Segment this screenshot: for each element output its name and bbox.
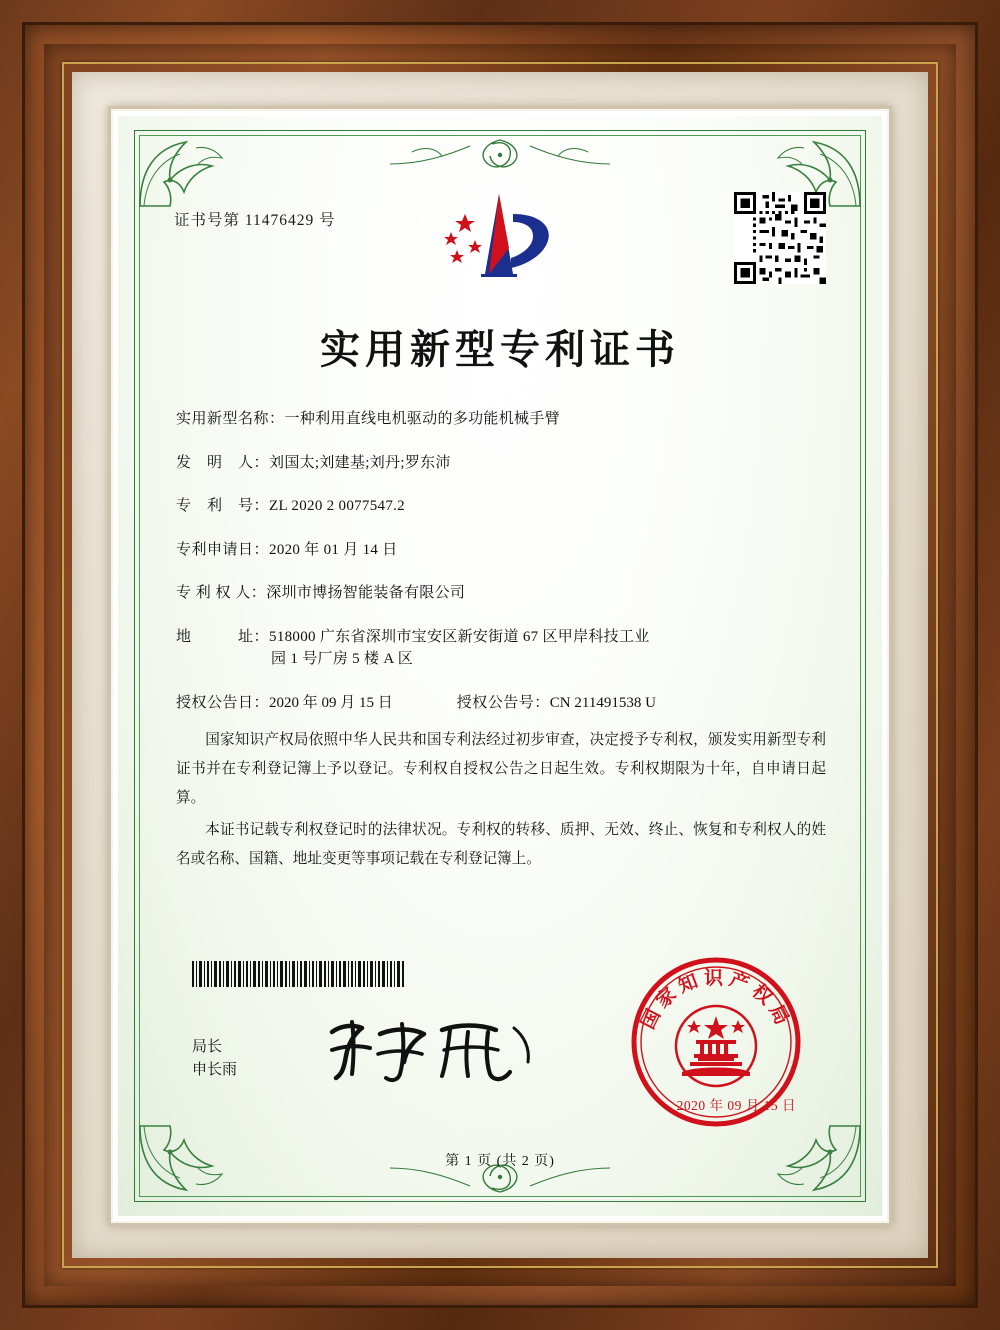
barcode: [192, 961, 406, 987]
field-row-utility-model-name: [176, 408, 830, 431]
field-row-inventors: [176, 452, 830, 475]
field-row-application-date: [176, 539, 830, 562]
director-name: 申长雨: [192, 1062, 238, 1079]
handwritten-signature: [318, 1014, 548, 1084]
legal-text: [176, 726, 826, 876]
ornament-corner-top-left: [136, 132, 232, 210]
patent-certificate: [118, 116, 882, 1216]
field-row-patentee: [176, 582, 830, 605]
field-row-grant-announcement: [176, 692, 830, 715]
signature-block: [192, 1036, 237, 1083]
field-value-line2: 园 1 号厂房 5 楼 A 区: [271, 651, 414, 667]
grant-number-group: [457, 692, 656, 715]
field-value-group: [269, 626, 830, 671]
director-role-label: 局长: [192, 1039, 223, 1055]
field-label: 专 利 号：: [176, 498, 270, 514]
grant-date-value: 2020 年 09 月 15 日: [269, 694, 393, 711]
field-label: 专利申请日：: [176, 541, 270, 558]
certificate-number: 证书号第 11476429 号: [174, 212, 336, 229]
field-value: 深圳市博扬智能装备有限公司: [266, 585, 466, 601]
seal-date: 2020 年 09 月 15 日: [676, 1098, 796, 1113]
page-title: 实用新型专利证书: [320, 327, 680, 372]
field-row-address: [176, 626, 830, 671]
grant-date-label: 授权公告日：: [176, 694, 270, 711]
field-label: 实用新型名称：: [176, 411, 285, 427]
field-value: 刘国太;刘建基;刘丹;罗东沛: [269, 454, 451, 471]
legal-paragraph-1: 国家知识产权局依照中华人民共和国专利法经过初步审查，决定授予专利权，颁发实用新型专利证书并在专利登记簿上予以登记。专利权自授权公告之日起生效。专利权期限为十年，自申请日起算。: [176, 732, 826, 807]
field-list: [176, 408, 830, 735]
field-row-patent-number: [176, 495, 830, 518]
ornament-top-center: [350, 134, 650, 174]
field-value: 一种利用直线电机驱动的多功能机械手臂: [284, 411, 560, 427]
field-label: 专 利 权 人：: [176, 585, 267, 601]
legal-paragraph-2: 本证书记载专利权登记时的法律状况。专利权的转移、质押、无效、终止、恢复和专利权人的姓名或名称、国籍、地址变更等事项记载在专利登记簿上。: [176, 821, 826, 867]
field-value: 2020 年 01 月 14 日: [269, 541, 398, 558]
field-value: ZL 2020 2 0077547.2: [269, 498, 405, 514]
qr-code: [734, 192, 826, 284]
cnipa-logo-icon: [425, 188, 575, 284]
page-footer: 第 1 页 (共 2 页): [445, 1154, 555, 1169]
field-value-line1: 518000 广东省深圳市宝安区新安街道 67 区甲岸科技工业: [269, 628, 650, 645]
grant-number-value: CN 211491538 U: [549, 694, 656, 711]
seal-text: 国家知识产权局: [637, 968, 795, 1033]
field-label: 地 址：: [176, 628, 270, 645]
grant-number-label: 授权公告号：: [456, 694, 550, 711]
field-label: 发 明 人：: [176, 454, 270, 471]
